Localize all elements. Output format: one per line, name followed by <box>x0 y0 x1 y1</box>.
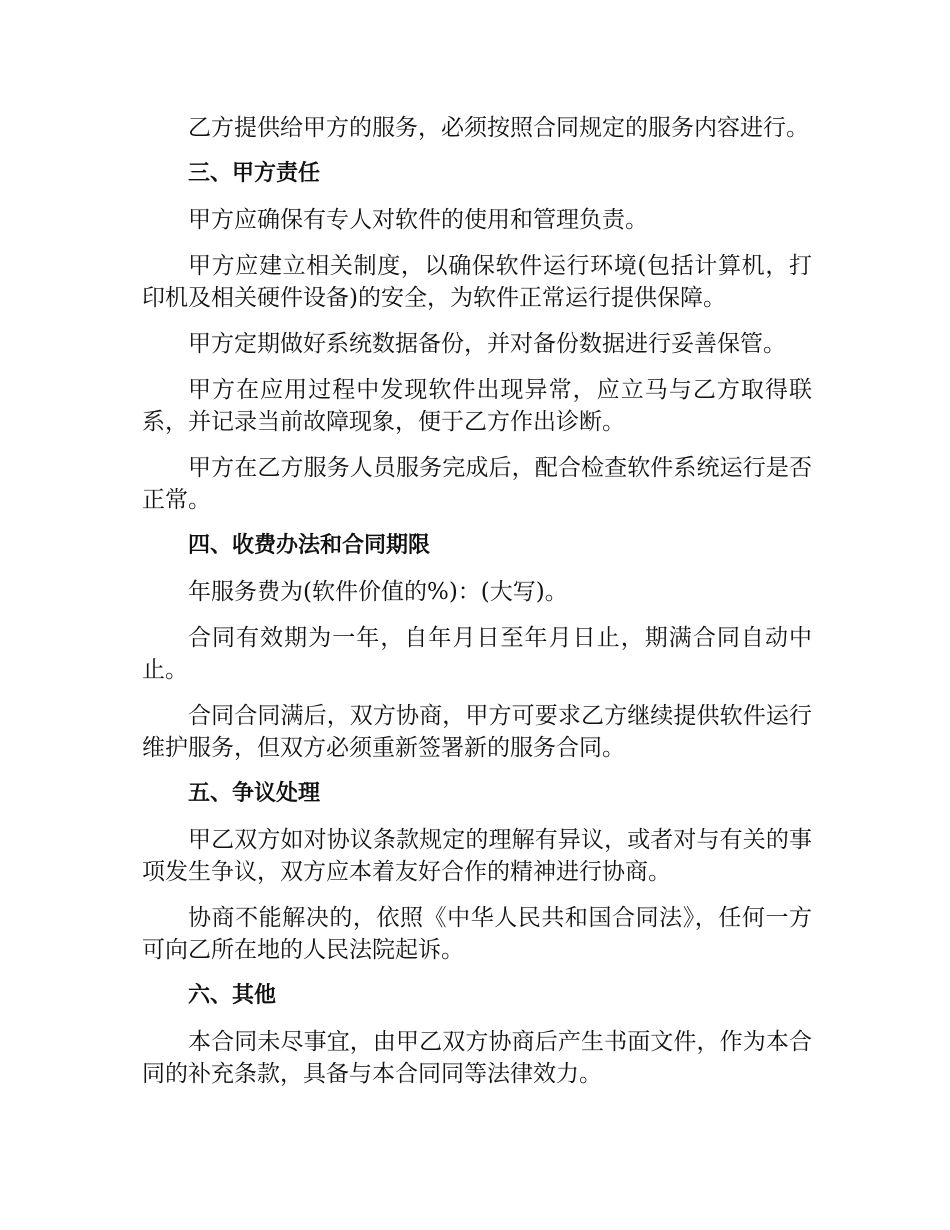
section-heading-party-a-responsibility: 三、甲方责任 <box>188 161 321 186</box>
paragraph-report-anomaly: 甲方在应用过程中发现软件出现异常，应立马与乙方取得联系，并记录当前故障现象，便于乙方作出诊断。 <box>142 377 812 435</box>
paragraph-validity-period: 合同有效期为一年，自年月日至年月日止，期满合同自动中止。 <box>142 625 812 683</box>
paragraph-environment-security: 甲方应建立相关制度，以确保软件运行环境(包括计算机，打印机及相关硬件设备)的安全，为软件正常运行提供保障。 <box>142 253 812 311</box>
paragraph-renewal: 合同合同满后，双方协商，甲方可要求乙方继续提供软件运行维护服务，但双方必须重新签署新的服务合同。 <box>142 703 812 761</box>
paragraph-check-system: 甲方在乙方服务人员服务完成后，配合检查软件系统运行是否正常。 <box>142 455 812 513</box>
document-page <box>142 112 812 1104</box>
paragraph-supplementary-terms: 本合同未尽事宜，由甲乙双方协商后产生书面文件，作为本合同的补充条款，具备与本合同同等法律效力。 <box>142 1029 812 1087</box>
paragraph-negotiation: 甲乙双方如对协议条款规定的理解有异议，或者对与有关的事项发生争议，双方应本着友好合作的精神进行协商。 <box>142 827 812 885</box>
section-heading-other: 六、其他 <box>188 983 277 1008</box>
paragraph-dedicated-staff: 甲方应确保有专人对软件的使用和管理负责。 <box>188 207 648 233</box>
section-heading-dispute-resolution: 五、争议处理 <box>188 781 321 806</box>
paragraph-annual-fee: 年服务费为(软件价值的%)：(大写)。 <box>188 579 568 605</box>
paragraph-litigation: 协商不能解决的，依照《中华人民共和国合同法》，任何一方可向乙所在地的人民法院起诉。 <box>142 905 812 963</box>
section-heading-fees-and-term: 四、收费办法和合同期限 <box>188 533 431 558</box>
paragraph-service-content: 乙方提供给甲方的服务，必须按照合同规定的服务内容进行。 <box>188 115 809 141</box>
paragraph-data-backup: 甲方定期做好系统数据备份，并对备份数据进行妥善保管。 <box>188 331 786 357</box>
